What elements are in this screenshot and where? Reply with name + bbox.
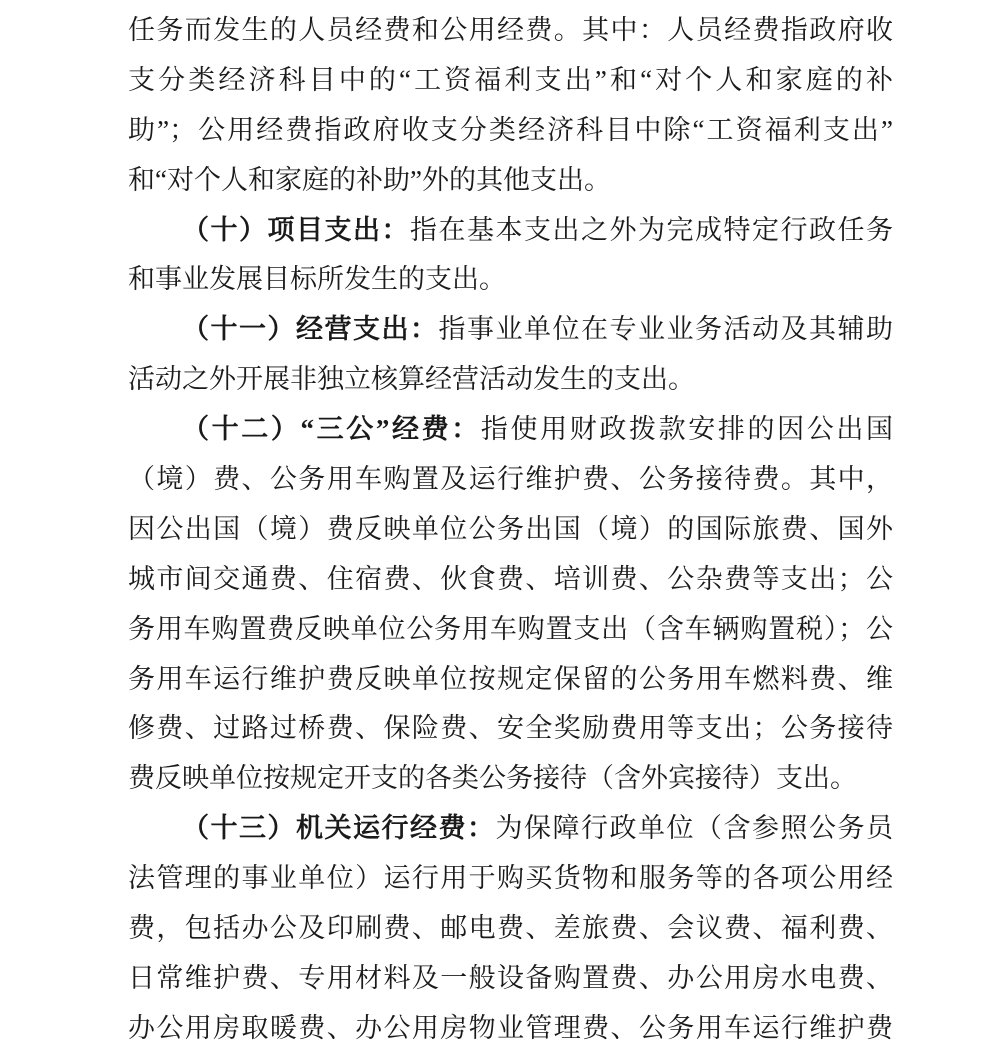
document-line: 务用车运行维护费反映单位按规定保留的公务用车燃料费、维 (128, 663, 893, 694)
document-line: 城市间交通费、住宿费、伙食费、培训费、公杂费等支出；公 (128, 563, 893, 594)
document-line: 任务而发生的人员经费和公用经费。其中：人员经费指政府收 (128, 15, 893, 45)
document-line: 修费、过路过桥费、保险费、安全奖励费用等支出；公务接待 (128, 713, 893, 744)
document-line: 务用车购置费反映单位公务用车购置支出（含车辆购置税）；公 (128, 613, 893, 644)
document-line: （十二）“三公”经费：指使用财政拨款安排的因公出国 (182, 414, 893, 445)
document-line: 因公出国（境）费反映单位公务出国（境）的国际旅费、国外 (128, 513, 893, 544)
section-heading: （十）项目支出： (182, 214, 410, 245)
document-line: （境）费、公务用车购置及运行维护费、公务接待费。其中， (128, 464, 893, 495)
document-line: 支分类经济科目中的“工资福利支出”和“对个人和家庭的补 (128, 64, 893, 95)
section-heading: （十一）经营支出： (182, 314, 439, 345)
document-line: 费，包括办公及印刷费、邮电费、差旅费、会议费、福利费、 (128, 913, 893, 944)
section-heading: （十三）机关运行经费： (182, 813, 496, 844)
document-line: 费反映单位按规定开支的各类公务接待（含外宾接待）支出。 (128, 763, 857, 794)
document-line: （十）项目支出：指在基本支出之外为完成特定行政任务 (182, 214, 893, 245)
document-line: 日常维护费、专用材料及一般设备购置费、办公用房水电费、 (128, 962, 893, 993)
document-line: 活动之外开展非独立核算经营活动发生的支出。 (128, 364, 695, 395)
document-line: （十三）机关运行经费：为保障行政单位（含参照公务员 (182, 813, 893, 844)
document-line: 法管理的事业单位）运行用于购买货物和服务等的各项公用经 (128, 863, 893, 894)
document-body (128, 6, 893, 1054)
document-line: 和事业发展目标所发生的支出。 (128, 264, 506, 295)
document-line: （十一）经营支出：指事业单位在专业业务活动及其辅助 (182, 314, 893, 345)
document-line: 助”；公用经费指政府收支分类经济科目中除“工资福利支出” (128, 114, 893, 145)
document-line: 办公用房取暖费、办公用房物业管理费、公务用车运行维护费 (128, 1012, 893, 1043)
document-line: 和“对个人和家庭的补助”外的其他支出。 (128, 164, 611, 195)
section-heading: （十二）“三公”经费： (182, 414, 481, 445)
